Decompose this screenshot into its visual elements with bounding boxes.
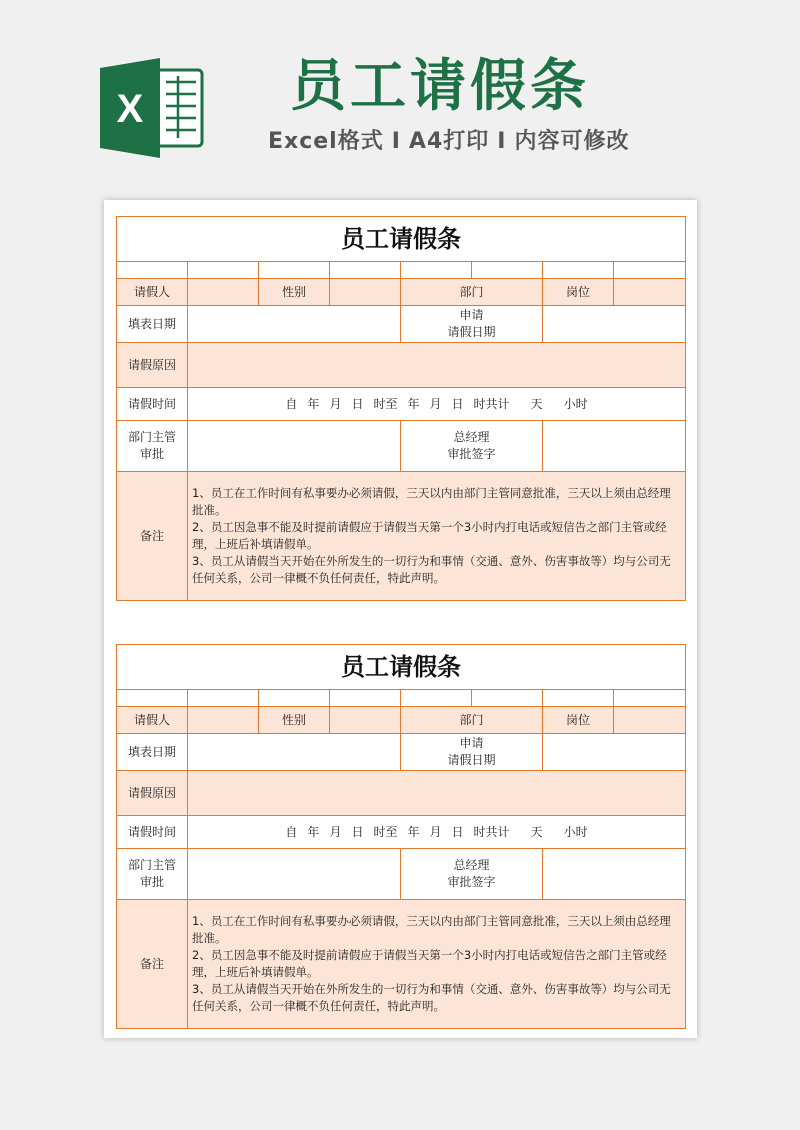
blank-cell[interactable] [117, 690, 188, 707]
position-label: 岗位 [543, 707, 614, 734]
time-word: 年 [407, 396, 420, 411]
time-word: 天 [530, 396, 543, 411]
excel-icon [100, 58, 210, 158]
note-item: 2、员工因急事不能及时提前请假应于请假当天第一个3小时内打电话或短信告之部门主管或经理，上班后补填请假单。 [192, 520, 667, 551]
blank-cell[interactable] [472, 262, 543, 279]
gm-approval-field[interactable] [543, 849, 686, 900]
form-title: 员工请假条 [117, 217, 686, 262]
fill-date-field[interactable] [188, 734, 401, 771]
leave-time-label: 请假时间 [117, 388, 188, 421]
position-field[interactable] [614, 707, 686, 734]
blank-cell[interactable] [614, 690, 686, 707]
department-label: 部门 [401, 279, 543, 306]
apply-date-label [401, 306, 543, 343]
applicant-field[interactable] [188, 279, 259, 306]
dept-approval-field[interactable] [188, 849, 401, 900]
blank-cell[interactable] [614, 262, 686, 279]
reason-field[interactable] [188, 343, 686, 388]
leave-form-table [116, 644, 686, 1029]
note-item: 1、员工在工作时间有私事要办必须请假，三天以内由部门主管同意批准，三天以上须由总经理批准。 [192, 914, 671, 945]
time-word: 年 [307, 824, 320, 839]
dept-approval-field[interactable] [188, 421, 401, 472]
time-word: 小时 [563, 396, 588, 411]
leave-time-label: 请假时间 [117, 816, 188, 849]
time-word: 时共计 [473, 396, 510, 411]
gm-approval-label-line1: 总经理 [453, 858, 490, 872]
time-word: 自 [285, 824, 298, 839]
apply-date-field[interactable] [543, 306, 686, 343]
fill-date-field[interactable] [188, 306, 401, 343]
dept-approval-label-line1: 部门主管 [127, 858, 176, 872]
applicant-field[interactable] [188, 707, 259, 734]
leave-time-field[interactable] [188, 388, 686, 421]
time-word: 年 [407, 824, 420, 839]
blank-cell[interactable] [330, 690, 401, 707]
gender-field[interactable] [330, 279, 401, 306]
gender-label: 性别 [259, 279, 330, 306]
time-word: 时共计 [473, 824, 510, 839]
notes-content [188, 472, 686, 601]
svg-text:X: X [116, 87, 144, 131]
time-word: 日 [351, 824, 364, 839]
gm-approval-label [401, 849, 543, 900]
notes-content [188, 900, 686, 1029]
apply-date-label-line2: 请假日期 [447, 753, 496, 767]
department-label: 部门 [401, 707, 543, 734]
blank-cell[interactable] [543, 690, 614, 707]
reason-label: 请假原因 [117, 343, 188, 388]
fill-date-label: 填表日期 [117, 734, 188, 771]
note-item: 2、员工因急事不能及时提前请假应于请假当天第一个3小时内打电话或短信告之部门主管或经理，上班后补填请假单。 [192, 948, 667, 979]
time-word: 时至 [373, 824, 398, 839]
leave-form-table [116, 216, 686, 601]
time-word: 日 [451, 396, 464, 411]
apply-date-label-line1: 申请 [459, 736, 484, 750]
blank-cell[interactable] [543, 262, 614, 279]
apply-date-label-line2: 请假日期 [447, 325, 496, 339]
blank-cell[interactable] [401, 690, 472, 707]
feature-line [268, 124, 629, 160]
apply-date-field[interactable] [543, 734, 686, 771]
blank-cell[interactable] [188, 262, 259, 279]
time-word: 年 [307, 396, 320, 411]
gm-approval-field[interactable] [543, 421, 686, 472]
position-field[interactable] [614, 279, 686, 306]
dept-approval-label-line2: 审批 [139, 447, 164, 461]
note-item: 3、员工从请假当天开始在外所发生的一切行为和事情（交通、意外、伤害事故等）均与公司无任何关系，公司一律概不负任何责任，特此声明。 [192, 982, 671, 1013]
blank-cell[interactable] [472, 690, 543, 707]
form-title: 员工请假条 [117, 645, 686, 690]
separator: I [497, 129, 507, 154]
separator: I [391, 129, 401, 154]
time-word: 天 [530, 824, 543, 839]
notes-label: 备注 [117, 472, 188, 601]
leave-form [116, 216, 685, 601]
note-item: 1、员工在工作时间有私事要办必须请假，三天以内由部门主管同意批准，三天以上须由总经理批准。 [192, 486, 671, 517]
time-word: 月 [429, 824, 442, 839]
blank-cell[interactable] [330, 262, 401, 279]
time-word: 小时 [563, 824, 588, 839]
gm-approval-label-line2: 审批签字 [447, 875, 496, 889]
dept-approval-label-line1: 部门主管 [127, 430, 176, 444]
note-item: 3、员工从请假当天开始在外所发生的一切行为和事情（交通、意外、伤害事故等）均与公司无任何关系，公司一律概不负任何责任，特此声明。 [192, 554, 671, 585]
time-word: 自 [285, 396, 298, 411]
blank-cell[interactable] [117, 262, 188, 279]
time-word: 日 [351, 396, 364, 411]
dept-approval-label-line2: 审批 [139, 875, 164, 889]
blank-cell[interactable] [188, 690, 259, 707]
leave-form [116, 644, 685, 1029]
feature-editable: 内容可修改 [514, 129, 630, 154]
document-paper [104, 200, 697, 1038]
gender-field[interactable] [330, 707, 401, 734]
applicant-label: 请假人 [117, 707, 188, 734]
page-title: 员工请假条 [290, 54, 590, 119]
reason-label: 请假原因 [117, 771, 188, 816]
notes-label: 备注 [117, 900, 188, 1029]
gm-approval-label-line2: 审批签字 [447, 447, 496, 461]
feature-format: Excel格式 [268, 129, 384, 154]
feature-print: A4打印 [408, 129, 490, 154]
reason-field[interactable] [188, 771, 686, 816]
time-word: 月 [329, 824, 342, 839]
time-word: 日 [451, 824, 464, 839]
leave-time-field[interactable] [188, 816, 686, 849]
dept-approval-label [117, 849, 188, 900]
gender-label: 性别 [259, 707, 330, 734]
fill-date-label: 填表日期 [117, 306, 188, 343]
time-word: 月 [429, 396, 442, 411]
dept-approval-label [117, 421, 188, 472]
position-label: 岗位 [543, 279, 614, 306]
gm-approval-label-line1: 总经理 [453, 430, 490, 444]
time-word: 时至 [373, 396, 398, 411]
apply-date-label-line1: 申请 [459, 308, 484, 322]
blank-cell[interactable] [259, 690, 330, 707]
blank-cell[interactable] [401, 262, 472, 279]
applicant-label: 请假人 [117, 279, 188, 306]
gm-approval-label [401, 421, 543, 472]
apply-date-label [401, 734, 543, 771]
blank-cell[interactable] [259, 262, 330, 279]
time-word: 月 [329, 396, 342, 411]
